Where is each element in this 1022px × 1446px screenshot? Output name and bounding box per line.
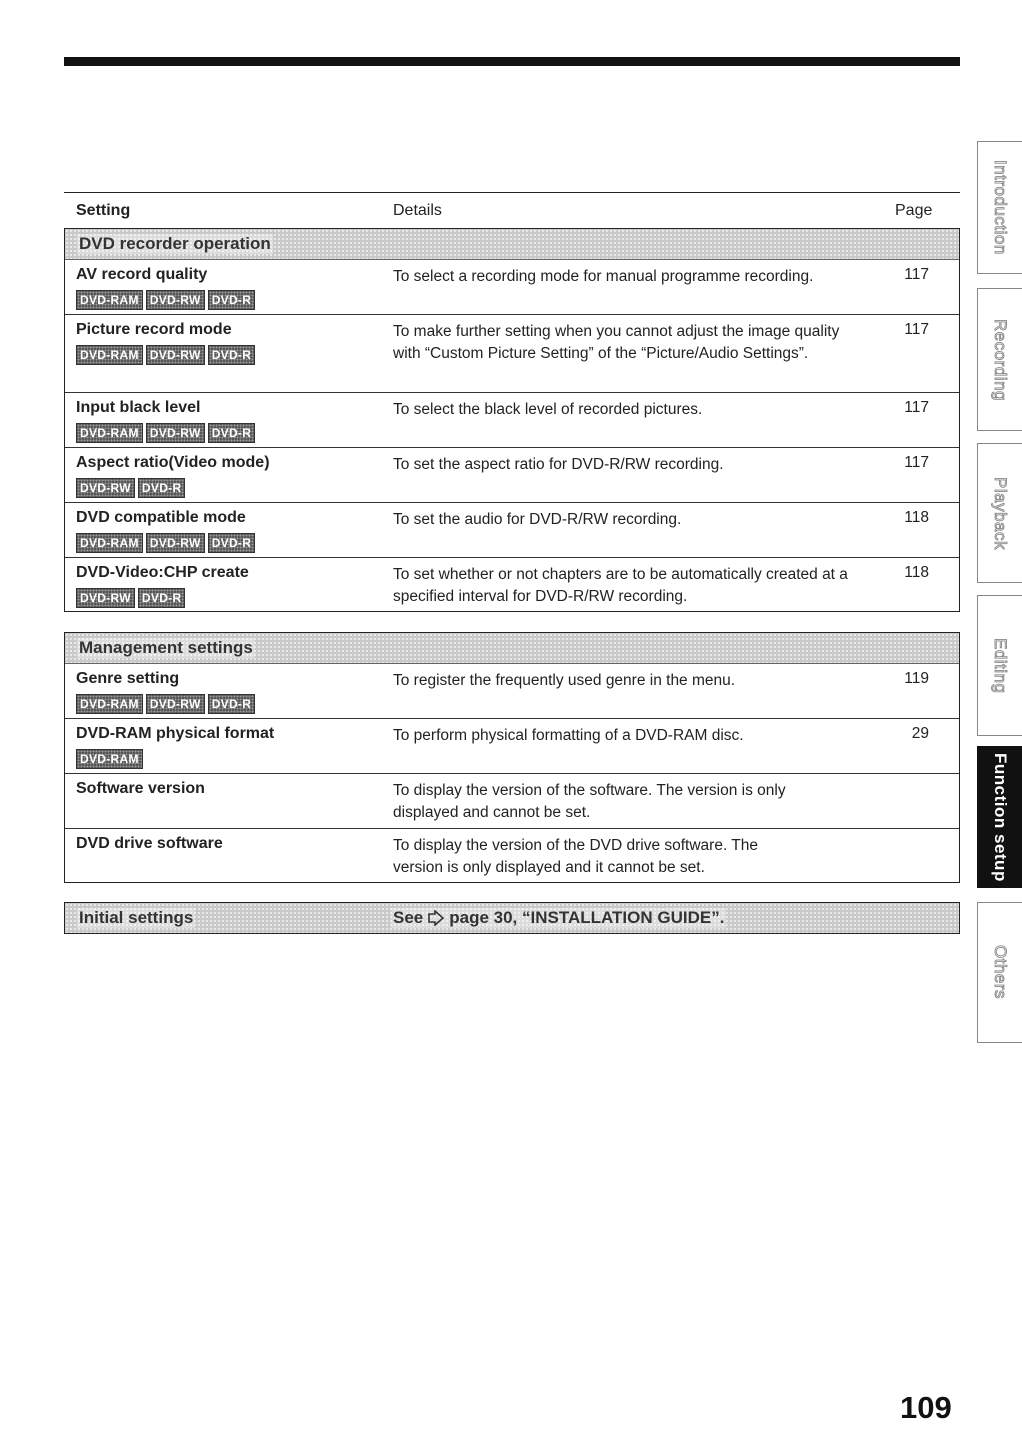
disc-badge: DVD-R bbox=[208, 290, 256, 310]
table-row bbox=[65, 664, 959, 719]
setting-name: Software version bbox=[76, 780, 205, 797]
tab-label: Playback bbox=[991, 476, 1010, 550]
disc-tags bbox=[76, 478, 185, 498]
disc-badge: DVD-R bbox=[208, 423, 256, 443]
tab-label: Editing bbox=[991, 637, 1010, 694]
disc-badge: DVD-RAM bbox=[76, 694, 143, 714]
table-row bbox=[65, 774, 959, 829]
setting-name: Input black level bbox=[76, 399, 201, 416]
disc-badge: DVD-RW bbox=[146, 533, 205, 553]
disc-tags bbox=[76, 749, 143, 769]
disc-badge: DVD-RW bbox=[146, 345, 205, 365]
setting-details: To set the audio for DVD-R/RW recording. bbox=[393, 511, 682, 528]
setting-details: To select the black level of recorded pictures. bbox=[393, 401, 703, 418]
disc-badge: DVD-RAM bbox=[76, 749, 143, 769]
tab-introduction[interactable] bbox=[977, 141, 1022, 274]
section-management-settings bbox=[64, 632, 960, 883]
tab-label: Others bbox=[991, 945, 1010, 1000]
see-label: See bbox=[393, 908, 424, 927]
disc-badge: DVD-RAM bbox=[76, 290, 143, 310]
tab-label: Function setup bbox=[991, 752, 1010, 882]
tab-playback[interactable] bbox=[977, 443, 1022, 583]
arrow-reference-icon bbox=[427, 910, 445, 926]
page-ref: 117 bbox=[904, 266, 929, 283]
section-title: Management settings bbox=[79, 638, 253, 657]
table-row bbox=[65, 558, 959, 611]
section-initial-settings bbox=[64, 902, 960, 934]
tab-function-setup[interactable] bbox=[977, 746, 1022, 888]
disc-badge: DVD-RAM bbox=[76, 423, 143, 443]
page-ref: 119 bbox=[904, 670, 929, 687]
setting-details: To select a recording mode for manual programme recording. bbox=[393, 268, 814, 285]
disc-tags bbox=[76, 290, 255, 310]
section-header-bar bbox=[65, 903, 959, 933]
disc-tags bbox=[76, 345, 255, 365]
table-row bbox=[65, 503, 959, 558]
section-title: DVD recorder operation bbox=[79, 234, 271, 253]
setting-name: DVD compatible mode bbox=[76, 509, 246, 526]
tab-label: Introduction bbox=[991, 160, 1010, 255]
setting-name: DVD-Video:CHP create bbox=[76, 564, 249, 581]
setting-details: To set the aspect ratio for DVD-R/RW recording. bbox=[393, 456, 724, 473]
disc-badge: DVD-R bbox=[138, 588, 186, 608]
setting-details: To register the frequently used genre in the menu. bbox=[393, 672, 736, 689]
table-header bbox=[64, 192, 960, 229]
page-number: 109 bbox=[900, 1390, 952, 1425]
disc-badge: DVD-RW bbox=[146, 694, 205, 714]
table-row bbox=[65, 260, 959, 315]
setting-details: To display the version of the software. The version is only displayed and cannot be set. bbox=[393, 782, 786, 821]
disc-tags bbox=[76, 423, 255, 443]
tab-editing[interactable] bbox=[977, 595, 1022, 736]
setting-name: Genre setting bbox=[76, 670, 180, 687]
table-row bbox=[65, 829, 959, 882]
setting-details: To display the version of the DVD drive software. The version is only displayed and it cannot be set. bbox=[393, 837, 758, 876]
table-row bbox=[65, 448, 959, 503]
setting-name: DVD-RAM physical format bbox=[76, 725, 275, 742]
page-ref: 29 bbox=[911, 725, 929, 742]
section-dvd-recorder-operation bbox=[64, 228, 960, 612]
header-setting: Setting bbox=[76, 202, 131, 219]
tab-recording[interactable] bbox=[977, 288, 1022, 431]
header-details: Details bbox=[393, 202, 442, 219]
disc-tags bbox=[76, 533, 255, 553]
setting-name: Aspect ratio(Video mode) bbox=[76, 454, 270, 471]
installation-guide-reference bbox=[391, 908, 726, 928]
disc-badge: DVD-RW bbox=[146, 290, 205, 310]
page-ref: 117 bbox=[904, 454, 929, 471]
page-ref: 118 bbox=[904, 509, 929, 526]
top-rule bbox=[64, 57, 960, 66]
disc-badge: DVD-RW bbox=[76, 478, 135, 498]
page-ref: 117 bbox=[904, 321, 929, 338]
page-ref: 117 bbox=[904, 399, 929, 416]
disc-tags bbox=[76, 588, 185, 608]
disc-badge: DVD-R bbox=[208, 345, 256, 365]
tab-label: Recording bbox=[991, 318, 1010, 401]
section-header-bar bbox=[65, 229, 959, 260]
table-row bbox=[65, 719, 959, 774]
setting-details: To set whether or not chapters are to be automatically created at a specified interval for DVD-R/RW recording. bbox=[393, 566, 848, 605]
table-row bbox=[65, 315, 959, 393]
header-page: Page bbox=[895, 202, 933, 219]
table-row bbox=[65, 393, 959, 448]
disc-tags bbox=[76, 694, 255, 714]
section-title: Initial settings bbox=[79, 908, 194, 927]
setting-name: Picture record mode bbox=[76, 321, 232, 338]
tab-others[interactable] bbox=[977, 902, 1022, 1043]
disc-badge: DVD-RAM bbox=[76, 345, 143, 365]
section-header-bar bbox=[65, 633, 959, 664]
setting-details: To perform physical formatting of a DVD-RAM disc. bbox=[393, 727, 744, 744]
disc-badge: DVD-R bbox=[138, 478, 186, 498]
setting-name: AV record quality bbox=[76, 266, 208, 283]
page-ref: 118 bbox=[904, 564, 929, 581]
disc-badge: DVD-R bbox=[208, 533, 256, 553]
setting-details: To make further setting when you cannot adjust the image quality with “Custom Picture Setting” of the “Picture/Audio Settings”. bbox=[393, 323, 840, 362]
disc-badge: DVD-RW bbox=[76, 588, 135, 608]
disc-badge: DVD-R bbox=[208, 694, 256, 714]
reference-text: page 30, “INSTALLATION GUIDE”. bbox=[449, 908, 725, 927]
disc-badge: DVD-RAM bbox=[76, 533, 143, 553]
disc-badge: DVD-RW bbox=[146, 423, 205, 443]
setting-name: DVD drive software bbox=[76, 835, 223, 852]
